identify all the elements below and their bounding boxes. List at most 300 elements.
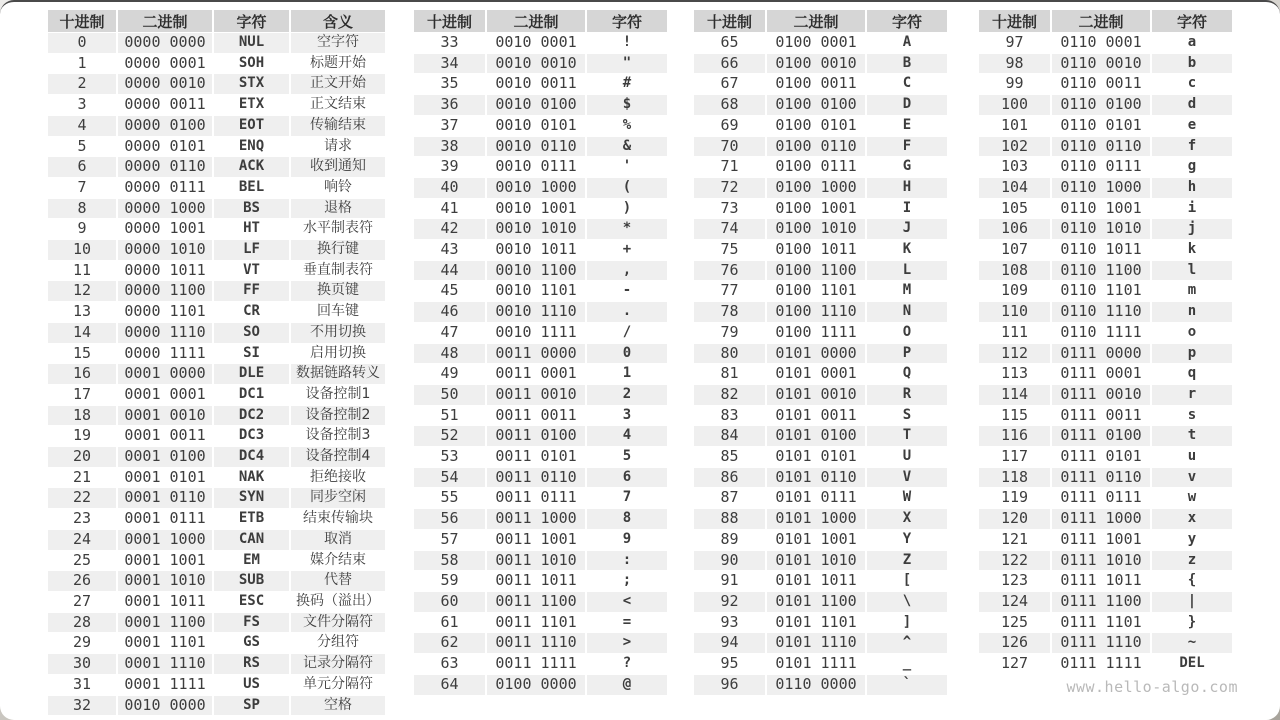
cell-bin: 0001 1101 bbox=[116, 632, 212, 653]
table-row bbox=[694, 550, 947, 571]
column-header: 二进制 bbox=[1050, 10, 1150, 32]
cell-bin: 0001 1011 bbox=[116, 591, 212, 612]
cell-dec: 96 bbox=[694, 674, 765, 695]
table-row bbox=[414, 301, 667, 322]
cell-dec: 37 bbox=[414, 115, 485, 136]
table-row bbox=[694, 343, 947, 364]
cell-char: v bbox=[1150, 467, 1232, 488]
cell-meaning: 设备控制2 bbox=[289, 405, 385, 426]
cell-char: D bbox=[865, 94, 947, 115]
cell-bin: 0101 1101 bbox=[765, 612, 865, 633]
cell-char: m bbox=[1150, 280, 1232, 301]
cell-dec: 126 bbox=[979, 632, 1050, 653]
cell-bin: 0010 0010 bbox=[485, 53, 585, 74]
cell-dec: 122 bbox=[979, 550, 1050, 571]
cell-char: 9 bbox=[585, 529, 667, 550]
table-row bbox=[694, 425, 947, 446]
table-row bbox=[694, 612, 947, 633]
cell-meaning: 媒介结束 bbox=[289, 550, 385, 571]
cell-meaning: 换行键 bbox=[289, 239, 385, 260]
cell-bin: 0111 1100 bbox=[1050, 591, 1150, 612]
cell-dec: 25 bbox=[48, 550, 116, 571]
cell-char: R bbox=[865, 384, 947, 405]
cell-dec: 74 bbox=[694, 218, 765, 239]
cell-dec: 19 bbox=[48, 425, 116, 446]
cell-bin: 0000 0001 bbox=[116, 53, 212, 74]
cell-char: DC3 bbox=[212, 425, 289, 446]
cell-bin: 0010 0001 bbox=[485, 32, 585, 53]
cell-dec: 64 bbox=[414, 674, 485, 695]
table-row bbox=[979, 301, 1232, 322]
table-row bbox=[48, 508, 385, 529]
cell-char: US bbox=[212, 674, 289, 695]
cell-char: + bbox=[585, 239, 667, 260]
cell-dec: 33 bbox=[414, 32, 485, 53]
cell-dec: 99 bbox=[979, 73, 1050, 94]
table-row bbox=[979, 218, 1232, 239]
column-header: 二进制 bbox=[485, 10, 585, 32]
cell-char: . bbox=[585, 301, 667, 322]
cell-dec: 117 bbox=[979, 446, 1050, 467]
cell-char: ETX bbox=[212, 94, 289, 115]
cell-dec: 81 bbox=[694, 363, 765, 384]
cell-char: * bbox=[585, 218, 667, 239]
cell-char: ACK bbox=[212, 156, 289, 177]
cell-char: Q bbox=[865, 363, 947, 384]
table-row bbox=[979, 343, 1232, 364]
table-row bbox=[694, 570, 947, 591]
cell-dec: 66 bbox=[694, 53, 765, 74]
cell-dec: 80 bbox=[694, 343, 765, 364]
cell-char: J bbox=[865, 218, 947, 239]
cell-dec: 47 bbox=[414, 322, 485, 343]
cell-char: LF bbox=[212, 239, 289, 260]
cell-char: HT bbox=[212, 218, 289, 239]
cell-bin: 0000 0010 bbox=[116, 73, 212, 94]
cell-char: I bbox=[865, 198, 947, 219]
table-row bbox=[979, 260, 1232, 281]
cell-meaning: 单元分隔符 bbox=[289, 674, 385, 695]
table-row bbox=[694, 136, 947, 157]
cell-bin: 0011 1100 bbox=[485, 591, 585, 612]
cell-bin: 0110 1001 bbox=[1050, 198, 1150, 219]
cell-char: $ bbox=[585, 94, 667, 115]
table-row bbox=[979, 653, 1232, 674]
cell-char: N bbox=[865, 301, 947, 322]
cell-char: o bbox=[1150, 322, 1232, 343]
cell-dec: 28 bbox=[48, 612, 116, 633]
cell-char: 4 bbox=[585, 425, 667, 446]
cell-dec: 72 bbox=[694, 177, 765, 198]
table-row bbox=[414, 177, 667, 198]
cell-meaning: 水平制表符 bbox=[289, 218, 385, 239]
cell-char: ? bbox=[585, 653, 667, 674]
cell-dec: 113 bbox=[979, 363, 1050, 384]
cell-char: STX bbox=[212, 73, 289, 94]
table-row bbox=[979, 632, 1232, 653]
cell-bin: 0010 0111 bbox=[485, 156, 585, 177]
ascii-table-97-127 bbox=[979, 10, 1232, 674]
cell-char: ! bbox=[585, 32, 667, 53]
cell-bin: 0110 1100 bbox=[1050, 260, 1150, 281]
table-row bbox=[694, 115, 947, 136]
cell-dec: 73 bbox=[694, 198, 765, 219]
cell-char: d bbox=[1150, 94, 1232, 115]
cell-dec: 75 bbox=[694, 239, 765, 260]
cell-dec: 68 bbox=[694, 94, 765, 115]
cell-char: } bbox=[1150, 612, 1232, 633]
table-row bbox=[48, 612, 385, 633]
table-row bbox=[414, 322, 667, 343]
table-row bbox=[979, 550, 1232, 571]
cell-char: EOT bbox=[212, 115, 289, 136]
cell-char: ] bbox=[865, 612, 947, 633]
cell-dec: 95 bbox=[694, 653, 765, 674]
table-row bbox=[414, 363, 667, 384]
column-header: 十进制 bbox=[694, 10, 765, 32]
table-row bbox=[979, 363, 1232, 384]
cell-dec: 17 bbox=[48, 384, 116, 405]
cell-bin: 0011 0111 bbox=[485, 487, 585, 508]
table-row bbox=[414, 73, 667, 94]
cell-bin: 0100 0110 bbox=[765, 136, 865, 157]
cell-meaning: 代替 bbox=[289, 570, 385, 591]
cell-char: DC1 bbox=[212, 384, 289, 405]
cell-char: Y bbox=[865, 529, 947, 550]
cell-dec: 84 bbox=[694, 425, 765, 446]
cell-dec: 91 bbox=[694, 570, 765, 591]
cell-char: | bbox=[1150, 591, 1232, 612]
cell-meaning: 正文结束 bbox=[289, 94, 385, 115]
table-row bbox=[48, 218, 385, 239]
cell-bin: 0111 0100 bbox=[1050, 425, 1150, 446]
cell-bin: 0110 0001 bbox=[1050, 32, 1150, 53]
table-row bbox=[48, 301, 385, 322]
cell-bin: 0000 0000 bbox=[116, 32, 212, 53]
cell-bin: 0111 1000 bbox=[1050, 508, 1150, 529]
cell-dec: 69 bbox=[694, 115, 765, 136]
cell-bin: 0101 1100 bbox=[765, 591, 865, 612]
cell-dec: 103 bbox=[979, 156, 1050, 177]
table-row bbox=[48, 280, 385, 301]
cell-meaning: 换页键 bbox=[289, 280, 385, 301]
cell-meaning: 空字符 bbox=[289, 32, 385, 53]
cell-bin: 0010 1101 bbox=[485, 280, 585, 301]
cell-bin: 0110 0111 bbox=[1050, 156, 1150, 177]
cell-char: f bbox=[1150, 136, 1232, 157]
cell-bin: 0111 1110 bbox=[1050, 632, 1150, 653]
cell-dec: 124 bbox=[979, 591, 1050, 612]
cell-char: L bbox=[865, 260, 947, 281]
cell-bin: 0110 0110 bbox=[1050, 136, 1150, 157]
table-row bbox=[48, 198, 385, 219]
table-row bbox=[414, 405, 667, 426]
cell-bin: 0101 1000 bbox=[765, 508, 865, 529]
table-row bbox=[48, 94, 385, 115]
cell-char: = bbox=[585, 612, 667, 633]
cell-char: T bbox=[865, 425, 947, 446]
cell-char: [ bbox=[865, 570, 947, 591]
cell-char: t bbox=[1150, 425, 1232, 446]
cell-dec: 34 bbox=[414, 53, 485, 74]
cell-dec: 43 bbox=[414, 239, 485, 260]
cell-bin: 0011 0011 bbox=[485, 405, 585, 426]
cell-dec: 56 bbox=[414, 508, 485, 529]
cell-dec: 23 bbox=[48, 508, 116, 529]
table-row bbox=[979, 446, 1232, 467]
table-row bbox=[414, 591, 667, 612]
cell-char: , bbox=[585, 260, 667, 281]
cell-bin: 0111 0010 bbox=[1050, 384, 1150, 405]
cell-bin: 0101 1110 bbox=[765, 632, 865, 653]
table-row bbox=[694, 218, 947, 239]
cell-char: SUB bbox=[212, 570, 289, 591]
cell-char: DLE bbox=[212, 363, 289, 384]
table-row bbox=[694, 446, 947, 467]
cell-meaning: 取消 bbox=[289, 529, 385, 550]
table-row bbox=[694, 591, 947, 612]
table-row bbox=[979, 508, 1232, 529]
cell-bin: 0001 0000 bbox=[116, 363, 212, 384]
cell-bin: 0000 0110 bbox=[116, 156, 212, 177]
table-row bbox=[414, 115, 667, 136]
cell-meaning: 记录分隔符 bbox=[289, 653, 385, 674]
cell-bin: 0001 1000 bbox=[116, 529, 212, 550]
table-row bbox=[694, 94, 947, 115]
table-row bbox=[48, 322, 385, 343]
cell-char: B bbox=[865, 53, 947, 74]
cell-dec: 5 bbox=[48, 136, 116, 157]
cell-char: 8 bbox=[585, 508, 667, 529]
cell-char: A bbox=[865, 32, 947, 53]
cell-bin: 0110 0101 bbox=[1050, 115, 1150, 136]
cell-dec: 98 bbox=[979, 53, 1050, 74]
cell-bin: 0101 1001 bbox=[765, 529, 865, 550]
cell-char: GS bbox=[212, 632, 289, 653]
cell-dec: 79 bbox=[694, 322, 765, 343]
cell-bin: 0101 0111 bbox=[765, 487, 865, 508]
cell-dec: 77 bbox=[694, 280, 765, 301]
cell-char: SOH bbox=[212, 53, 289, 74]
cell-meaning: 设备控制1 bbox=[289, 384, 385, 405]
cell-char: ( bbox=[585, 177, 667, 198]
cell-bin: 0110 1000 bbox=[1050, 177, 1150, 198]
cell-char: " bbox=[585, 53, 667, 74]
table-row bbox=[694, 32, 947, 53]
cell-char: 5 bbox=[585, 446, 667, 467]
cell-bin: 0011 1011 bbox=[485, 570, 585, 591]
cell-bin: 0111 0101 bbox=[1050, 446, 1150, 467]
cell-dec: 123 bbox=[979, 570, 1050, 591]
cell-char: ~ bbox=[1150, 632, 1232, 653]
table-row bbox=[414, 136, 667, 157]
cell-char: ETB bbox=[212, 508, 289, 529]
cell-bin: 0010 1011 bbox=[485, 239, 585, 260]
cell-char: r bbox=[1150, 384, 1232, 405]
table-row bbox=[694, 177, 947, 198]
table-row bbox=[979, 136, 1232, 157]
cell-bin: 0110 1110 bbox=[1050, 301, 1150, 322]
header-row bbox=[48, 10, 385, 32]
table-row bbox=[694, 405, 947, 426]
cell-char: 2 bbox=[585, 384, 667, 405]
cell-bin: 0100 1000 bbox=[765, 177, 865, 198]
cell-char: y bbox=[1150, 529, 1232, 550]
table-row bbox=[694, 384, 947, 405]
cell-char: FS bbox=[212, 612, 289, 633]
cell-bin: 0100 0000 bbox=[485, 674, 585, 695]
table-row bbox=[48, 674, 385, 695]
cell-dec: 89 bbox=[694, 529, 765, 550]
cell-meaning: 请求 bbox=[289, 136, 385, 157]
cell-dec: 3 bbox=[48, 94, 116, 115]
cell-bin: 0010 1000 bbox=[485, 177, 585, 198]
table-row bbox=[694, 260, 947, 281]
cell-bin: 0011 1000 bbox=[485, 508, 585, 529]
table-row bbox=[48, 363, 385, 384]
cell-dec: 53 bbox=[414, 446, 485, 467]
cell-meaning: 结束传输块 bbox=[289, 508, 385, 529]
cell-char: j bbox=[1150, 218, 1232, 239]
cell-dec: 102 bbox=[979, 136, 1050, 157]
column-header: 字符 bbox=[585, 10, 667, 32]
cell-dec: 116 bbox=[979, 425, 1050, 446]
cell-dec: 71 bbox=[694, 156, 765, 177]
cell-dec: 54 bbox=[414, 467, 485, 488]
cell-char: _ bbox=[865, 653, 947, 674]
table-row bbox=[979, 32, 1232, 53]
cell-dec: 111 bbox=[979, 322, 1050, 343]
table-row bbox=[48, 156, 385, 177]
cell-meaning: 换码（溢出） bbox=[289, 591, 385, 612]
cell-bin: 0101 1111 bbox=[765, 653, 865, 674]
cell-char: \ bbox=[865, 591, 947, 612]
cell-meaning: 回车键 bbox=[289, 301, 385, 322]
cell-bin: 0001 1010 bbox=[116, 570, 212, 591]
cell-char: CAN bbox=[212, 529, 289, 550]
cell-char: < bbox=[585, 591, 667, 612]
table-row bbox=[694, 53, 947, 74]
cell-dec: 38 bbox=[414, 136, 485, 157]
cell-char: O bbox=[865, 322, 947, 343]
cell-char: 3 bbox=[585, 405, 667, 426]
cell-char: W bbox=[865, 487, 947, 508]
cell-bin: 0000 1100 bbox=[116, 280, 212, 301]
cell-bin: 0000 1001 bbox=[116, 218, 212, 239]
cell-char: 7 bbox=[585, 487, 667, 508]
table-row bbox=[979, 425, 1232, 446]
cell-bin: 0101 0001 bbox=[765, 363, 865, 384]
cell-dec: 16 bbox=[48, 363, 116, 384]
table-row bbox=[979, 177, 1232, 198]
cell-meaning: 设备控制4 bbox=[289, 446, 385, 467]
cell-char: ; bbox=[585, 570, 667, 591]
cell-dec: 21 bbox=[48, 467, 116, 488]
cell-bin: 0011 0100 bbox=[485, 425, 585, 446]
table-row bbox=[979, 612, 1232, 633]
table-row bbox=[694, 674, 947, 695]
cell-bin: 0011 0101 bbox=[485, 446, 585, 467]
table-row bbox=[414, 446, 667, 467]
table-row bbox=[979, 529, 1232, 550]
table-row bbox=[48, 529, 385, 550]
cell-dec: 52 bbox=[414, 425, 485, 446]
table-row bbox=[414, 467, 667, 488]
cell-bin: 0010 0110 bbox=[485, 136, 585, 157]
cell-dec: 45 bbox=[414, 280, 485, 301]
cell-bin: 0111 0011 bbox=[1050, 405, 1150, 426]
table-row bbox=[979, 467, 1232, 488]
cell-dec: 127 bbox=[979, 653, 1050, 674]
cell-dec: 78 bbox=[694, 301, 765, 322]
cell-dec: 40 bbox=[414, 177, 485, 198]
cell-bin: 0110 0011 bbox=[1050, 73, 1150, 94]
column-header: 字符 bbox=[1150, 10, 1232, 32]
table-row bbox=[694, 73, 947, 94]
cell-dec: 88 bbox=[694, 508, 765, 529]
cell-bin: 0011 1101 bbox=[485, 612, 585, 633]
table-row bbox=[414, 425, 667, 446]
cell-char: VT bbox=[212, 260, 289, 281]
table-row bbox=[414, 239, 667, 260]
cell-char: ` bbox=[865, 674, 947, 695]
table-row bbox=[414, 94, 667, 115]
cell-dec: 6 bbox=[48, 156, 116, 177]
cell-dec: 101 bbox=[979, 115, 1050, 136]
cell-char: DC4 bbox=[212, 446, 289, 467]
table-row bbox=[48, 177, 385, 198]
cell-dec: 87 bbox=[694, 487, 765, 508]
table-row bbox=[414, 53, 667, 74]
column-header: 字符 bbox=[865, 10, 947, 32]
cell-bin: 0001 0011 bbox=[116, 425, 212, 446]
cell-dec: 125 bbox=[979, 612, 1050, 633]
cell-char: S bbox=[865, 405, 947, 426]
cell-char: p bbox=[1150, 343, 1232, 364]
cell-bin: 0111 0000 bbox=[1050, 343, 1150, 364]
table-row bbox=[48, 136, 385, 157]
cell-dec: 31 bbox=[48, 674, 116, 695]
cell-dec: 57 bbox=[414, 529, 485, 550]
cell-bin: 0000 0100 bbox=[116, 115, 212, 136]
table-row bbox=[48, 384, 385, 405]
cell-char: U bbox=[865, 446, 947, 467]
cell-meaning: 文件分隔符 bbox=[289, 612, 385, 633]
cell-dec: 58 bbox=[414, 550, 485, 571]
cell-dec: 20 bbox=[48, 446, 116, 467]
column-header: 十进制 bbox=[48, 10, 116, 32]
cell-dec: 110 bbox=[979, 301, 1050, 322]
cell-bin: 0100 0010 bbox=[765, 53, 865, 74]
cell-char: s bbox=[1150, 405, 1232, 426]
cell-bin: 0111 1111 bbox=[1050, 653, 1150, 674]
cell-char: BS bbox=[212, 198, 289, 219]
cell-dec: 46 bbox=[414, 301, 485, 322]
table-row bbox=[694, 653, 947, 674]
column-header: 含义 bbox=[289, 10, 385, 32]
table-row bbox=[48, 115, 385, 136]
cell-char: BEL bbox=[212, 177, 289, 198]
cell-char: 1 bbox=[585, 363, 667, 384]
cell-dec: 59 bbox=[414, 570, 485, 591]
cell-char: M bbox=[865, 280, 947, 301]
table-row bbox=[694, 156, 947, 177]
cell-bin: 0001 0010 bbox=[116, 405, 212, 426]
cell-meaning: 响铃 bbox=[289, 177, 385, 198]
cell-meaning: 数据链路转义 bbox=[289, 363, 385, 384]
cell-char: l bbox=[1150, 260, 1232, 281]
cell-bin: 0101 0110 bbox=[765, 467, 865, 488]
